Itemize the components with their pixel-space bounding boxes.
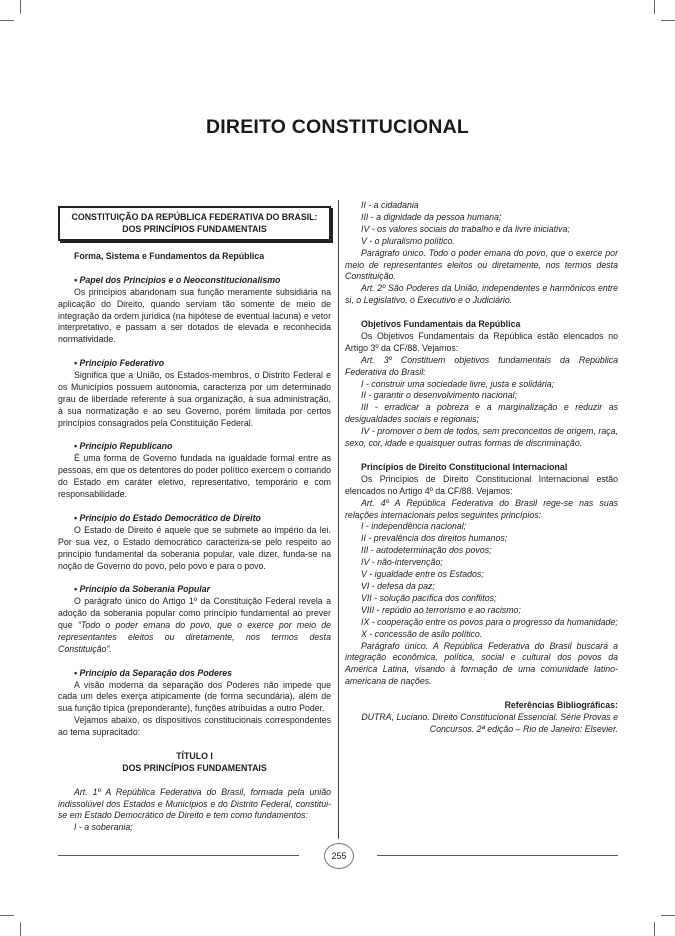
section-heading: • Princípio Republicano [74,441,173,452]
title-heading: DOS PRINCÍPIOS FUNDAMENTAIS [122,762,267,773]
article: Art. 1º A República Federativa do Brasil, formada pela união indissolúvel dos Estados e Municípios e do Distrito Federal, constitui-se em Estado Democrático de Direito e tem como fundamentos: [58,786,331,821]
paragraph: Os Princípios de Direito Constitucional Internacional estão elencados no Artigo 4º da CF/88. Vejamos: [345,473,618,496]
crop-mark [661,20,675,21]
right-column [345,200,618,736]
paragraph: Os princípios abandonam sua função meramente subsidiária na aplicação do Direito, quando serviam tão somente de meio de integração da ordem jurídica (na hipótese de eventual lacuna) e vetor interpretativo, e passam a ser dotados de elevada e reconhecida normatividade. [58,286,331,345]
paragraph [58,596,331,656]
article: Art. 4º A República Federativa do Brasil rege-se nas suas relações internacionais pelos seguintes princípios: [345,497,618,520]
article-item: III - erradicar a pobreza e a marginalização e reduzir as desigualdades sociais e regionais; [345,402,618,425]
section-heading: • Papel dos Princípios e o Neoconstitucionalismo [74,274,281,285]
paragraph: Os Objetivos Fundamentais da República estão elencados no Artigo 3º da CF/88. Vejamos: [345,330,618,353]
crop-mark [20,922,21,936]
crop-mark [661,915,675,916]
article-item: IV - promover o bem de todos, sem preconceitos de origem, raça, sexo, cor, idade e quaisquer outras formas de discriminação. [345,426,618,449]
crop-mark [0,20,14,21]
references-heading: Referências Bibliográficas: [504,700,618,711]
box-title-line2: DOS PRINCÍPIOS FUNDAMENTAIS [122,223,267,234]
article-item: II - prevalência dos direitos humanos; [361,533,508,544]
article: Art. 2º São Poderes da União, independentes e harmônicos entre si, o Legislativo, o Executivo e o Judiciário. [345,283,618,306]
subheading: Princípios de Direito Constitucional Internacional [361,461,568,472]
article-item: X - concessão de asilo político. [361,628,483,639]
quote: “Todo o poder emana do povo, que o exerce por meio de representantes eleitos ou diretamente, nos termos desta Constituição”. [58,620,331,654]
article-item: I - construir uma sociedade livre, justa e solidária; [361,378,555,389]
article-item: V - igualdade entre os Estados; [361,569,484,580]
paragraph: Vejamos abaixo, os dispositivos constitucionais correspondentes ao tema supracitado: [58,715,331,738]
crop-mark [20,0,21,14]
page-number: 255 [324,843,354,869]
article-item: IX - cooperação entre os povos para o progresso da humanidade; [361,616,618,627]
reference-entry: DUTRA, Luciano. Direito Constitucional Essencial. Série Provas e Concursos. 2ª edição – Rio de Janeiro: Elsevier. [361,711,618,734]
section-heading: • Princípio do Estado Democrático de Direito [74,512,261,523]
article-item: IV - não-intervenção; [361,557,443,568]
paragraph: O Estado de Direito é aquele que se submete ao império da lei. Por sua vez, o Estado democrático caracteriza-se pelo respeito ao princípio fundamental da soberania popular, vale dizer, funda-se na noção de Governo do povo, pelo povo e para o povo. [58,524,331,571]
article-item: I - independência nacional; [361,521,467,532]
box-title-line1: CONSTITUIÇÃO DA REPÚBLICA FEDERATIVA DO BRASIL: [71,212,318,222]
crop-mark [0,915,14,916]
paragraph: Significa que a União, os Estados-membros, o Distrito Federal e os Municípios possuem autonomia, caracteriza por um determinado grau de liberdade referente à sua organização, à sua administração, à sua normatização e ao seu Governo, porém limitada por certos princípios consagrados pela Constituição Federal. [58,370,331,428]
article-item: II - garantir o desenvolvimento nacional; [361,390,517,401]
paragraph: A visão moderna da separação dos Poderes não impede que cada um deles exerça atipicamente (de forma secundária), além de sua função típica (preponderante), funções atribuídas a outro Poder. [58,679,331,714]
article-paragraph: Parágrafo único. A República Federativa do Brasil buscará a integração econômica, política, social e cultural dos povos da América Latina, visando à formação de uma comunidade latino-americana de nações. [345,640,618,687]
crop-mark [654,0,655,14]
article-item: I - a soberania; [74,822,133,833]
section-heading: • Princípio da Separação dos Poderes [74,667,233,678]
section-heading: • Princípio da Soberania Popular [74,584,211,595]
article-paragraph: Parágrafo único. Todo o poder emana do povo, que o exerce por meio de representantes eleitos ou diretamente, nos termos desta Constituição. [345,247,618,282]
section-box [58,206,331,241]
left-column [58,200,331,834]
article: Art. 3º Constituem objetivos fundamentais da República Federativa do Brasil: [345,354,618,377]
footer-rule [377,855,618,856]
article-item: VIII - repúdio ao terrorismo e ao racismo; [361,604,521,615]
article-item: III - autodeterminação dos povos; [361,545,492,556]
article-item: IV - os valores sociais do trabalho e da livre iniciativa; [361,223,570,234]
article-item: VII - solução pacífica dos conflitos; [361,592,497,603]
article-item: V - o pluralismo político. [361,235,455,246]
footer-rule [58,855,299,856]
subheading: Objetivos Fundamentais da República [361,319,521,330]
page-title: DIREITO CONSTITUCIONAL [206,116,469,138]
subheading: Forma, Sistema e Fundamentos da República [74,251,265,261]
paragraph: É uma forma de Governo fundada na igualdade formal entre as pessoas, em que os detentores do poder político exercem o comando do Estado em caráter eletivo, representativo, temporário e com responsabilidade. [58,453,331,500]
section-heading: • Princípio Federativo [74,358,165,369]
column-divider [338,200,339,839]
article-item: II - a cidadania [361,200,419,210]
title-heading: TÍTULO I [176,750,213,761]
crop-mark [654,922,655,936]
article-item: VI - defesa da paz; [361,580,435,591]
article-item: III - a dignidade da pessoa humana; [361,211,502,222]
paragraph-text: O parágrafo único do Artigo 1º da Constituição Federal revela a adoção da soberania popular como princípio fundamental ao prever que [58,596,331,631]
